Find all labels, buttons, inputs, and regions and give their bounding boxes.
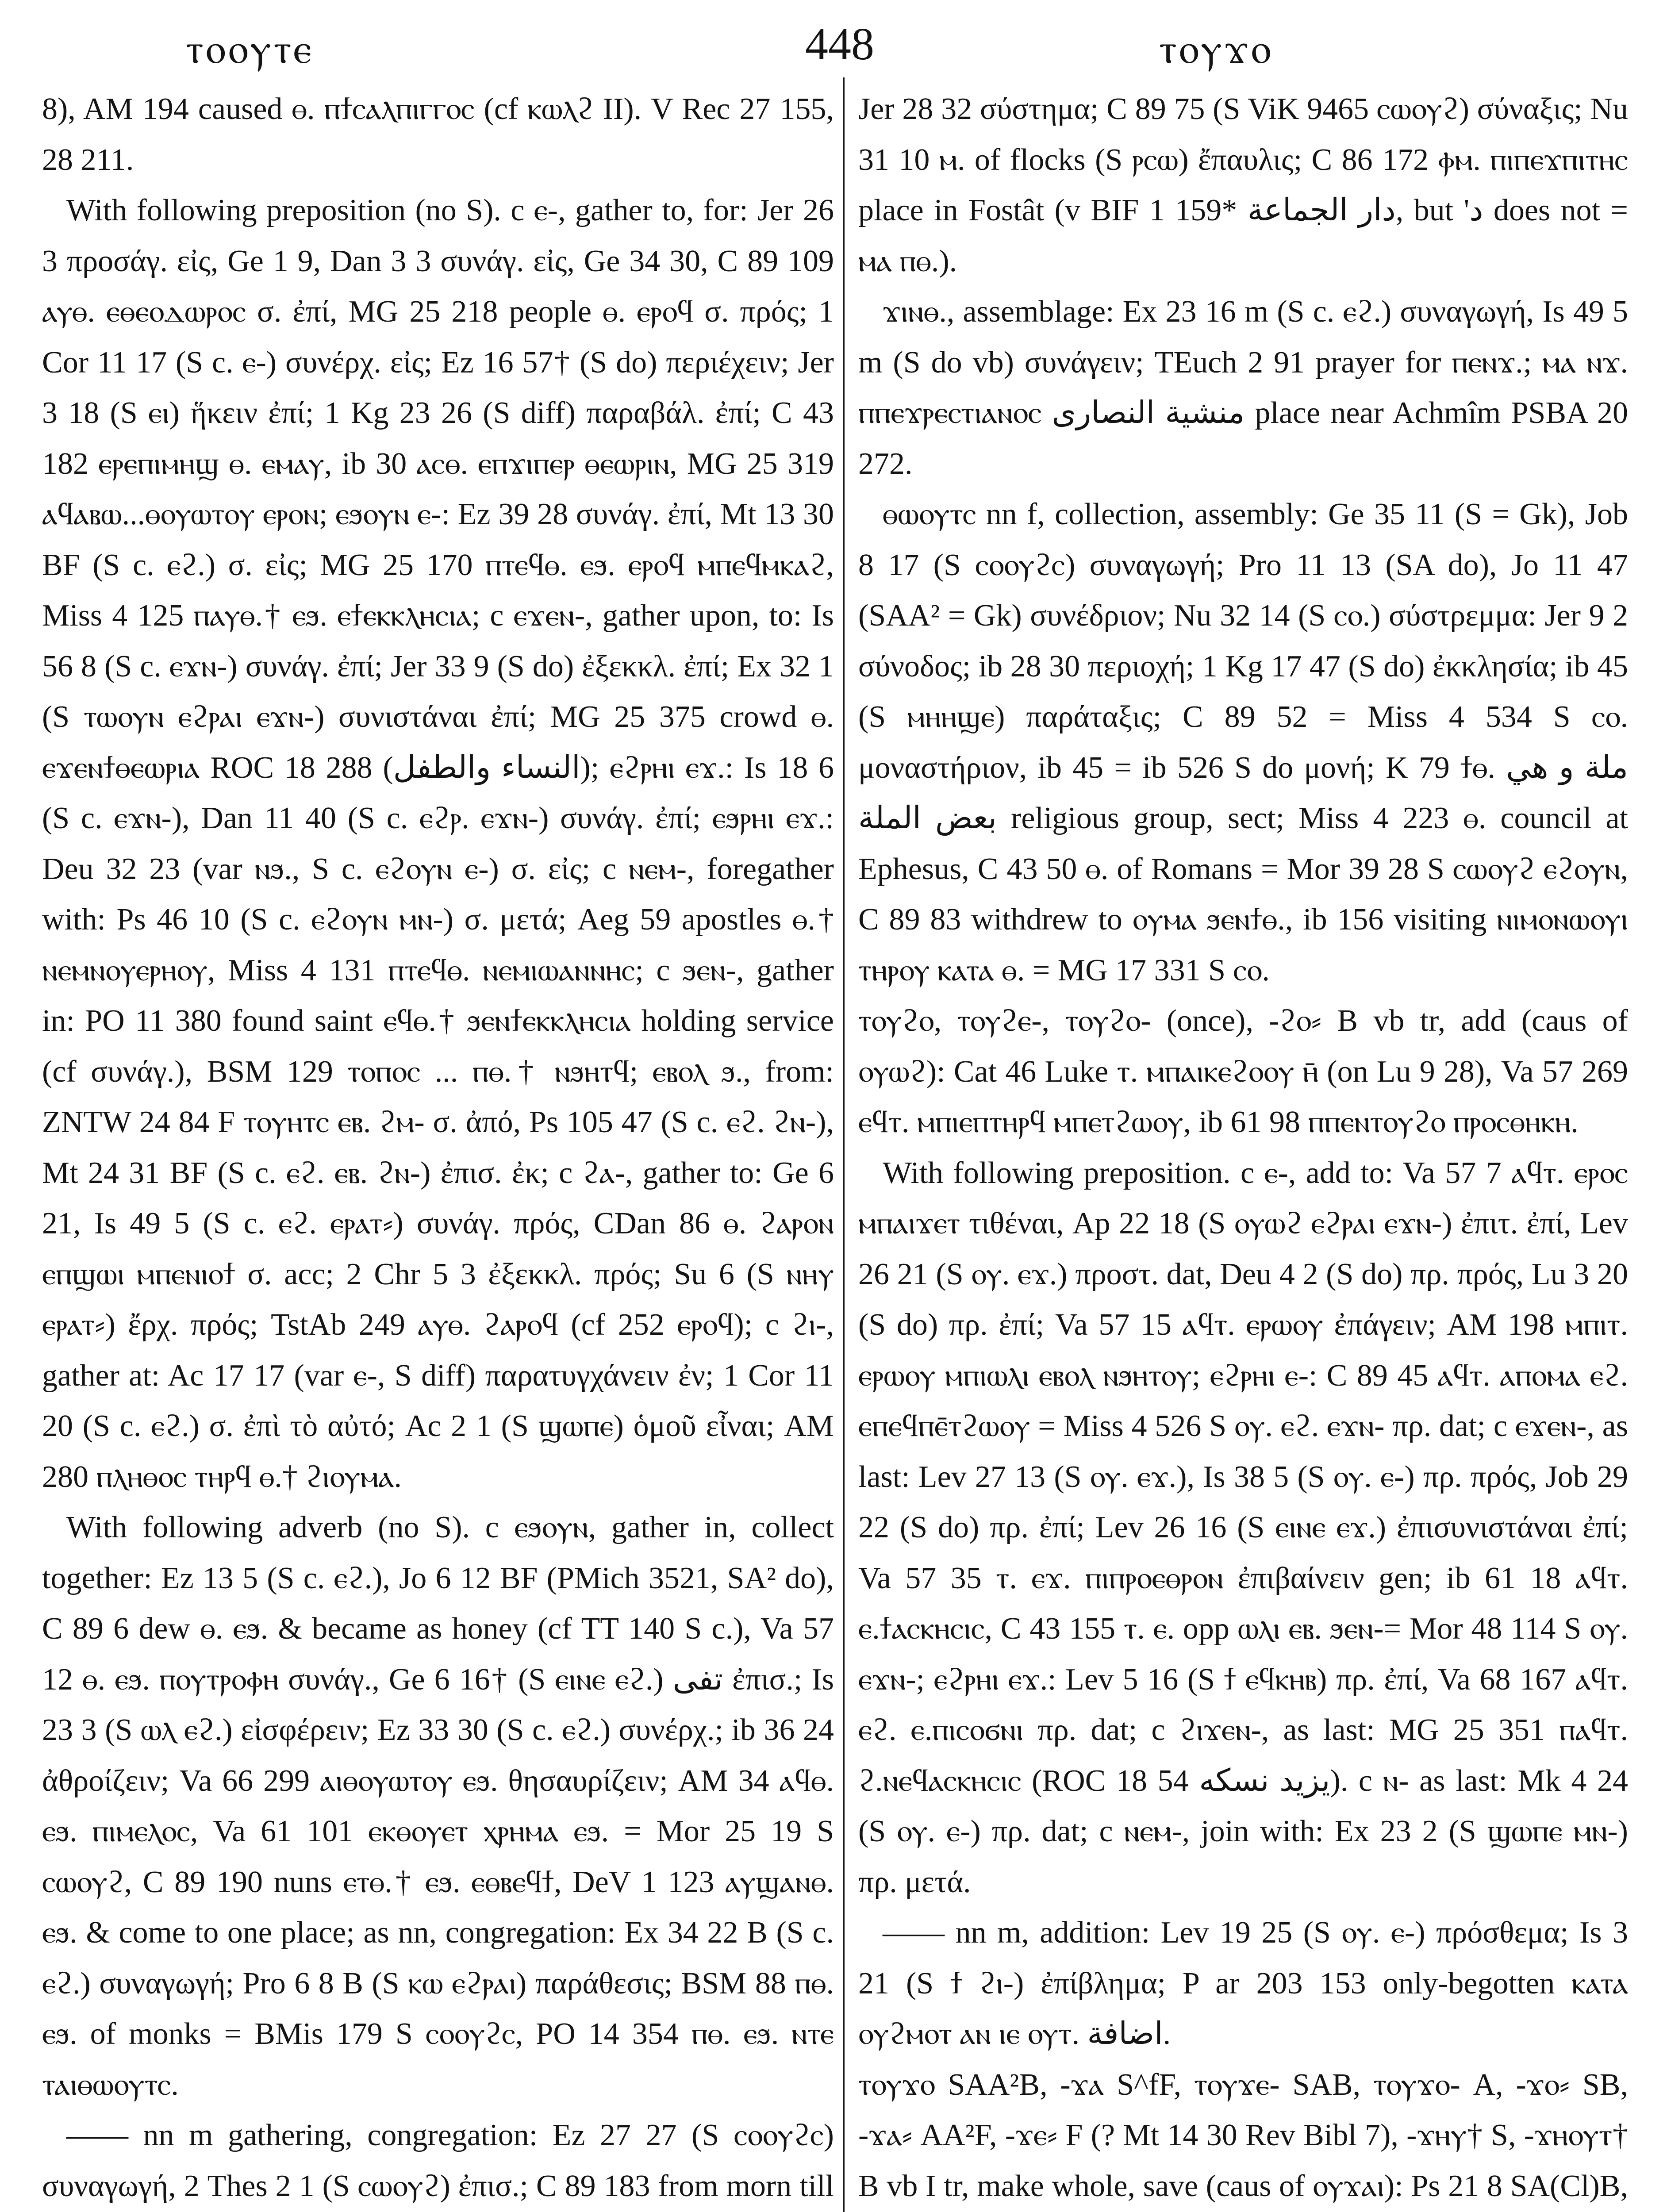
entry-touho-prepositions: With following preposition. c ⲉ-, add to: Va 57 7 ⲁϥⲧ. ⲉⲣⲟⲥ ⲙⲡⲁⲓϫⲉⲧ τιθέναι, Ap 22 18 (S ⲟⲩⲱϩ ⲉϩⲣⲁⲓ ⲉϫⲛ-) ἐπιτ. ἐπί, Lev 26 21 (S ⲟⲩ. ⲉϫ.) προστ. dat, Deu 4 2 (S do) πρ. πρός, Lu 3 20 (S do) πρ. ἐπί; Va 57 15 ⲁϥⲧ. ⲉⲣⲱⲟⲩ ἐπάγειν; AM 198 ⲙⲡⲓⲧ. ⲉⲣⲱⲟⲩ ⲙⲡⲓⲱⲗⲓ ⲉⲃⲟⲗ ⲛϧⲏⲧⲟⲩ; ⲉϩⲣⲏⲓ ⲉ-: C 89 45 ⲁϥⲧ. ⲁⲡⲟⲙⲁ ⲉϩ. ⲉⲡⲉϥⲡⲉ̄ⲧϩⲱⲟⲩ = Miss 4 526 S ⲟⲩ. ⲉϩ. ⲉϫⲛ- πρ. dat; c ⲉϫⲉⲛ-, as last: Lev 27 13 (S ⲟⲩ. ⲉϫ.), Is 38 5 (S ⲟⲩ. ⲉ-) πρ. πρός, Job 29 22 (S do) πρ. ἐπί; Lev 26 16 (S ⲉⲓⲛⲉ ⲉϫ.) ἐπισυνιστάναι ἐπί; Va 57 35 ⲧ. ⲉϫ. ⲡⲓⲡⲣⲟⲉⲑⲣⲟⲛ ἐπιβαίνειν gen; ib 61 18 ⲁϥⲧ. ⲉ.ϯⲁⲥⲕⲏⲥⲓⲥ, C 43 155 ⲧ. ⲉ. opp ⲱⲗⲓ ⲉⲃ. ϧⲉⲛ-= Mor 48 114 S ⲟⲩ. ⲉϫⲛ-; ⲉϩⲣⲏⲓ ⲉϫ.: Lev 5 16 (S ϯ ⲉϥⲕⲏⲃ) πρ. ἐπί, Va 68 167 ⲁϥⲧ. ⲉϩ. ⲉ.ⲡⲓⲥⲟϭⲛⲓ πρ. dat; c ϩⲓϫⲉⲛ-, as last: MG 25 351 ⲡⲁϥⲧ. ϩ.ⲛⲉϥⲁⲥⲕⲏⲥⲓⲥ (ROC 18 54 يزيد نسكه). c ⲛ- as last: Mk 4 24 (S ⲟⲩ. ⲉ-) πρ. dat; c ⲛⲉⲙ-, join with: Ex 23 2 (S ϣⲱⲡⲉ ⲙⲛ-) πρ. μετά. [858, 1156, 1628, 1899]
entry-adverbs: With following adverb (no S). c ⲉϧⲟⲩⲛ, gather in, collect together: Ez 13 5 (S c. ⲉϩ.), Jo 6 12 BF (PMich 3521, SA² do), C 89 6 dew ⲑ. ⲉϧ. & became as honey (cf TT 140 S c.), Va 57 12 ⲑ. ⲉϧ. ⲡⲟⲩⲧⲣⲟⲫⲏ συνάγ., Ge 6 16† (S ⲉⲓⲛⲉ ⲉϩ.) تفى ἐπισ.; Is 23 3 (S ⲱⲗ ⲉϩ.) εἰσφέρειν; Ez 33 30 (S c. ⲉϩ.) συνέρχ.; ib 36 24 ἀθροίζειν; Va 66 299 ⲁⲓⲑⲟⲩⲱⲧⲟⲩ ⲉϧ. θησαυρίζειν; AM 34 ⲁϥⲑ. ⲉϧ. ⲡⲓⲙⲉⲗⲟⲥ, Va 61 101 ⲉⲕⲑⲟⲩⲉⲧ ⲭⲣⲏⲙⲁ ⲉϧ. = Mor 25 19 S ⲥⲱⲟⲩϩ, C 89 190 nuns ⲉⲧⲑ.† ⲉϧ. ⲉⲑⲃⲉϥϯ, DeV 1 123 ⲁⲩϣⲁⲛⲑ. ⲉϧ. & come to one place; as nn, congregation: Ex 34 22 B (S c. ⲉϩ.) συναγωγή; Pro 6 8 B (S ⲕⲱ ⲉϩⲣⲁⲓ) παράθεσις; BSM 88 ⲡⲑ. ⲉϧ. of monks = BMis 179 S ⲥⲟⲟⲩϩⲥ, PO 14 354 ⲡⲑ. ⲉϧ. ⲛⲧⲉ ⲧⲁⲓⲑⲱⲟⲩⲧⲥ. [42, 1510, 834, 2102]
entry-continuation-right: Jer 28 32 σύστημα; C 89 75 (S ViK 9465 ⲥⲱⲟⲩϩ) σύναξις; Nu 31 10 ⲙ. of flocks (S ⲣⲥⲱ) ἔπαυλις; C 86 172 ⲫⲙ. ⲡⲓⲡⲉϫⲡⲓⲧⲏⲥ place in Fostât (v BIF 1 159* دار الجماعة, but 'د does not = ⲙⲁ ⲡⲑ.). [858, 92, 1628, 278]
entry-toujo: ⲧⲟⲩϫⲟ SAA²B, -ϫⲁ S^fF, ⲧⲟⲩϫⲉ- SAB, ⲧⲟⲩϫⲟ- A, -ϫⲟ⸗ SB, -ϫⲁ⸗ AA²F, -ϫⲉ⸗ F (? Mt 14 30 Rev Bibl 7), -ϫⲏⲩ† S, -ϫⲏⲟⲩⲧ† B vb I tr, make whole, save (caus of ⲟⲩϫⲁⲓ): Ps 21 8 SA(Cl)B, [858, 2067, 1628, 2203]
page-number: 448 [805, 19, 874, 69]
entry-prepositions: With following preposition (no S). c ⲉ-, gather to, for: Jer 26 3 προσάγ. εἰς, Ge 1 9, Dan 3 3 συνάγ. εἰς, Ge 34 30, C 89 109 ⲁⲩⲑ. ⲉⲑⲉⲟⲇⲱⲣⲟⲥ σ. ἐπί, MG 25 218 people ⲑ. ⲉⲣⲟϥ σ. πρός; 1 Cor 11 17 (S c. ⲉ-) συνέρχ. εἰς; Ez 16 57† (S do) περιέχειν; Jer 3 18 (S ⲉⲓ) ἥκειν ἐπί; 1 Kg 23 26 (S diff) παραβάλ. ἐπί; C 43 182 ⲉⲣⲉⲡⲓⲙⲏϣ ⲑ. ⲉⲙⲁⲩ, ib 30 ⲁⲥⲑ. ⲉⲡϫⲓⲡⲉⲣ ⲑⲉⲱⲣⲓⲛ, MG 25 319 ⲁϥⲁⲃⲱ...ⲑⲟⲩⲱⲧⲟⲩ ⲉⲣⲟⲛ; ⲉϧⲟⲩⲛ ⲉ-: Ez 39 28 συνάγ. ἐπί, Mt 13 30 BF (S c. ⲉϩ.) σ. εἰς; MG 25 170 ⲡⲧⲉϥⲑ. ⲉϧ. ⲉⲣⲟϥ ⲙⲡⲉϥⲙⲕⲁϩ, Miss 4 125 ⲡⲁⲩⲑ.† ⲉϧ. ⲉϯⲉⲕⲕⲗⲏⲥⲓⲁ; c ⲉϫⲉⲛ-, gather upon, to: Is 56 8 (S c. ⲉϫⲛ-) συνάγ. ἐπί; Jer 33 9 (S do) ἐξεκκλ. ἐπί; Ex 32 1 (S ⲧⲱⲟⲩⲛ ⲉϩⲣⲁⲓ ⲉϫⲛ-) συνιστάναι ἐπί; MG 25 375 crowd ⲑ. ⲉϫⲉⲛϯⲑⲉⲱⲣⲓⲁ ROC 18 288 (النساء والطفل); ⲉϩⲣⲏⲓ ⲉϫ.: Is 18 6 (S c. ⲉϫⲛ-), Dan 11 40 (S c. ⲉϩⲣ. ⲉϫⲛ-) συνάγ. ἐπί; ⲉϧⲣⲏⲓ ⲉϫ.: Deu 32 23 (var ⲛϧ., S c. ⲉϩⲟⲩⲛ ⲉ-) σ. εἰς; c ⲛⲉⲙ-, foregather with: Ps 46 10 (S c. ⲉϩⲟⲩⲛ ⲙⲛ-) σ. μετά; Aeg 59 apostles ⲑ.† ⲛⲉⲙⲛⲟⲩⲉⲣⲏⲟⲩ, Miss 4 131 ⲡⲧⲉϥⲑ. ⲛⲉⲙⲓⲱⲁⲛⲛⲏⲥ; c ϧⲉⲛ-, gather in: PO 11 380 found saint ⲉϥⲑ.† ϧⲉⲛϯⲉⲕⲕⲗⲏⲥⲓⲁ holding service (cf συνάγ.), BSM 129 ⲧⲟⲡⲟⲥ ... ⲡⲑ.† ⲛϧⲏⲧϥ; ⲉⲃⲟⲗ ϧ., from: ZNTW 24 84 F ⲧⲟⲩⲏⲧⲥ ⲉⲃ. ϩⲙ- σ. ἀπό, Ps 105 47 (S c. ⲉϩ. ϩⲛ-), Mt 24 31 BF (S c. ⲉϩ. ⲉⲃ. ϩⲛ-) ἐπισ. ἐκ; c ϩⲁ-, gather to: Ge 6 21, Is 49 5 (S c. ⲉϩ. ⲉⲣⲁⲧ⸗) συνάγ. πρός, CDan 86 ⲑ. ϩⲁⲣⲟⲛ ⲉⲡϣⲱⲓ ⲙⲡⲉⲛⲓⲟϯ σ. acc; 2 Chr 5 3 ἐξεκκλ. πρός; Su 6 (S ⲛⲏⲩ ⲉⲣⲁⲧ⸗) ἔρχ. πρός; TstAb 249 ⲁⲩⲑ. ϩⲁⲣⲟϥ (cf 252 ⲉⲣⲟϥ); c ϩⲓ-, gather at: Ac 17 17 (var ⲉ-, S diff) παρατυγχάνειν ἐν; 1 Cor 11 20 (S c. ⲉϩ.) σ. ἐπὶ τὸ αὐτό; Ac 2 1 (S ϣⲱⲡⲉ) ὁμοῦ εἶναι; AM 280 ⲡⲗⲏⲑⲟⲥ ⲧⲏⲣϥ ⲑ.† ϩⲓⲟⲩⲙⲁ. [42, 193, 834, 1494]
running-head-right: ⲧⲟⲩϫⲟ [1159, 27, 1274, 72]
running-head-left: ⲧⲟⲟⲩⲧⲉ [186, 27, 314, 72]
page-header [0, 18, 1667, 84]
right-column [858, 84, 1628, 2212]
entry-noun-gathering: —— nn m gathering, congregation: Ez 27 27 (S ⲥⲟⲟⲩϩⲥ) συναγωγή, 2 Thes 2 1 (S ⲥⲱⲟⲩϩ) ἐπισ.; C 89 183 from morn till [42, 2118, 834, 2203]
entry-assemblage: ϫⲓⲛⲑ., assemblage: Ex 23 16 m (S c. ⲉϩ.) συναγωγή, Is 49 5 m (S do vb) συνάγειν; TEuch 2 91 prayer for ⲡⲉⲛϫ.; ⲙⲁ ⲛϫ. ⲡⲡⲉϫⲣⲉⲥⲧⲓⲁⲛⲟⲥ منشية النصارى place near Achmîm PSBA 20 272. [858, 295, 1628, 481]
left-column [42, 84, 834, 2212]
entry-collection: ⲑⲱⲟⲩⲧⲥ nn f, collection, assembly: Ge 35 11 (S = Gk), Job 8 17 (S ⲥⲟⲟⲩϩⲥ) συναγωγή; Pro 11 13 (SA do), Jo 11 47 (SAA² = Gk) συνέδριον; Nu 32 14 (S ⲥⲟ.) σύστρεμμα: Jer 9 2 σύνοδος; ib 28 30 περιοχή; 1 Kg 17 47 (S do) ἐκκλησία; ib 45 (S ⲙⲏⲏϣⲉ) παράταξις; C 89 52 = Miss 4 534 S ⲥⲟ. μοναστήριον, ib 45 = ib 526 S do μονή; K 79 ϯⲑ. ملة و هي بعض الملة religious group, sect; Miss 4 223 ⲑ. council at Ephesus, C 43 50 ⲑ. of Romans = Mor 39 28 S ⲥⲱⲟⲩϩ ⲉϩⲟⲩⲛ, C 89 83 withdrew to ⲟⲩⲙⲁ ϧⲉⲛϯⲑ., ib 156 visiting ⲛⲓⲙⲟⲛⲱⲟⲩⲓ ⲧⲏⲣⲟⲩ ⲕⲁⲧⲁ ⲑ. = MG 17 331 S ⲥⲟ. [858, 497, 1628, 987]
entry-touho: ⲧⲟⲩϩⲟ, ⲧⲟⲩϩⲉ-, ⲧⲟⲩϩⲟ- (once), -ϩⲟ⸗ B vb tr, add (caus of ⲟⲩⲱϩ): Cat 46 Luke ⲧ. ⲙⲡⲁⲓⲕⲉϩⲟⲟⲩ ⲏ̄ (on Lu 9 28), Va 57 269 ⲉϥⲧ. ⲙⲡⲓⲉⲡⲧⲏⲣϥ ⲙⲡⲉⲧϩⲱⲟⲩ, ib 61 98 ⲡⲡⲉⲛⲧⲟⲩϩⲟ ⲡⲣⲟⲥⲑⲏⲕⲏ. [858, 1004, 1628, 1139]
column-divider [843, 77, 845, 2212]
entry-continuation: 8), AM 194 caused ⲑ. ⲡϯⲥⲁⲗⲡⲓⲅⲅⲟⲥ (cf ⲕⲱⲗϩ II). V Rec 27 155, 28 211. [42, 92, 834, 177]
entry-addition: —— nn m, addition: Lev 19 25 (S ⲟⲩ. ⲉ-) πρόσθεμα; Is 3 21 (S ϯ ϩⲓ-) ἐπίβλημα; P ar 203 153 only-begotten ⲕⲁⲧⲁ ⲟⲩϩⲙⲟⲧ ⲁⲛ ⲓⲉ ⲟⲩⲧ. اضافة. [858, 1916, 1628, 2051]
